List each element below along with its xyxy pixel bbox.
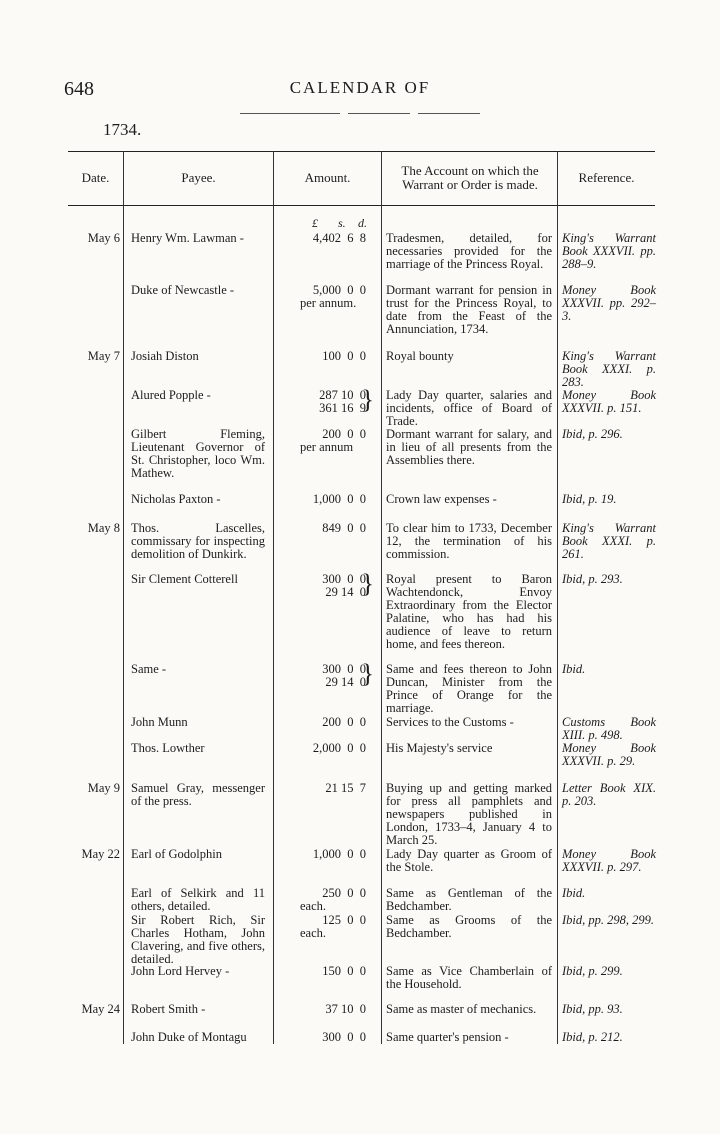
row-account: Same as Gentleman of the Bedchamber.	[386, 886, 552, 913]
row-payee: Sir Clement Cotterell	[131, 572, 238, 586]
amount-value: 21 15 7	[325, 781, 366, 795]
row-account: Crown law expenses -	[386, 492, 497, 506]
row-account: Same quarter's pension -	[386, 1030, 509, 1044]
amount-value: 1,000 0 0	[312, 492, 366, 506]
row-payee: Sir Robert Rich, Sir Charles Hotham, John Clavering, and five others, detailed.	[131, 913, 265, 966]
row-payee: Samuel Gray, messenger of the press.	[131, 781, 265, 808]
row-amount	[276, 716, 372, 729]
row-reference: Money Book XXXVII. p. 29.	[562, 741, 656, 768]
amount-value: 300 0 0	[322, 662, 366, 676]
row-payee: Nicholas Paxton -	[131, 492, 221, 506]
row-reference: Ibid, p. 293.	[562, 572, 623, 586]
column-header-payee: Payee.	[181, 169, 216, 185]
row-payee: Robert Smith -	[131, 1002, 206, 1016]
row-amount	[276, 659, 374, 689]
row-amount	[276, 742, 372, 755]
column-divider	[557, 151, 558, 1044]
row-account: His Majesty's service	[386, 741, 493, 755]
amount-value: 849 0 0	[322, 521, 366, 535]
pounds-unit: £	[312, 216, 318, 230]
row-reference: Ibid, p. 212.	[562, 1030, 623, 1044]
row-date: May 24	[81, 1002, 120, 1016]
column-divider	[273, 151, 274, 1044]
amount-value: 37 10 0	[325, 1002, 366, 1016]
row-payee: John Lord Hervey -	[131, 964, 230, 978]
column-divider	[123, 151, 124, 1044]
row-amount	[276, 232, 372, 245]
row-reference: Ibid, pp. 298, 299.	[562, 913, 655, 927]
row-reference: Ibid.	[562, 662, 586, 676]
row-payee: Thos. Lascelles, commissary for inspecting demolition of Dunkirk.	[131, 521, 265, 561]
row-amount	[276, 522, 372, 535]
amount-value: 5,000 0 0	[312, 283, 366, 297]
row-amount	[276, 914, 372, 940]
row-amount	[276, 887, 372, 913]
amount-value: 4,402 6 8	[312, 231, 366, 245]
row-amount	[276, 965, 372, 978]
row-account: Royal bounty	[386, 349, 454, 363]
row-amount	[276, 385, 374, 415]
column-header-account: The Account on which the Warrant or Order is made.	[401, 162, 539, 192]
amount-value: 250 0 0	[322, 886, 366, 900]
column-header-date: Date.	[81, 169, 110, 185]
row-payee: Thos. Lowther	[131, 741, 205, 755]
row-date: May 6	[87, 231, 120, 245]
amount-value: 300 0 0	[322, 572, 366, 586]
row-reference: Money Book XXXVII. p. 297.	[562, 847, 656, 874]
row-reference: Ibid, p. 19.	[562, 492, 617, 506]
amount-note: each.	[300, 926, 327, 940]
row-account: Lady Day quarter as Groom of the Stole.	[386, 847, 552, 874]
page-number: 648	[64, 78, 94, 100]
row-account: Royal present to Baron Wachtendonck, Envoy Extraordinary from the Elector Palatine, who has had his audience of leave to return home, and fees thereon.	[386, 572, 552, 651]
row-payee: Duke of Newcastle -	[131, 283, 235, 297]
row-reference: Ibid, p. 299.	[562, 964, 623, 978]
row-payee: Earl of Selkirk and 11 others, detailed.	[131, 886, 265, 913]
amount-value: 2,000 0 0	[312, 741, 366, 755]
row-date: May 22	[81, 847, 120, 861]
row-account: Dormant warrant for salary, and in lieu of all presents from the Assemblies there.	[386, 427, 552, 467]
row-payee: Earl of Godolphin	[131, 847, 222, 861]
row-reference: Ibid, pp. 93.	[562, 1002, 623, 1016]
row-amount	[276, 493, 372, 506]
row-amount	[276, 782, 372, 795]
row-amount	[276, 1003, 372, 1016]
row-payee: John Munn	[131, 715, 188, 729]
row-reference: King's Warrant Book XXXVII. pp. 288–9.	[562, 231, 656, 271]
row-amount	[276, 848, 372, 861]
amount-value: 1,000 0 0	[312, 847, 366, 861]
amount-value: 150 0 0	[322, 964, 366, 978]
row-account: Buying up and getting marked for press all pamphlets and newspapers published in London, 1733–4, January 4 to March 25.	[386, 781, 552, 847]
row-date: May 7	[87, 349, 120, 363]
amount-value: 287 10 0	[319, 388, 366, 402]
row-account: Tradesmen, detailed, for necessaries provided for the marriage of the Princess Royal.	[386, 231, 552, 271]
amount-value: 300 0 0	[322, 1030, 366, 1044]
row-amount	[276, 350, 372, 363]
row-reference: King's Warrant Book XXXI. p. 261.	[562, 521, 656, 561]
head-rule	[418, 113, 480, 114]
row-payee: Alured Popple -	[131, 388, 211, 402]
row-payee: Same -	[131, 662, 167, 676]
row-date: May 9	[87, 781, 120, 795]
amount-value: 200 0 0	[322, 427, 366, 441]
column-divider	[381, 151, 382, 1044]
amount-value: 200 0 0	[322, 715, 366, 729]
amount-note: per annum.	[300, 296, 357, 310]
shillings-unit: s.	[338, 216, 346, 230]
row-reference: Customs Book XIII. p. 498.	[562, 715, 656, 742]
amount-note: per annum	[300, 440, 354, 454]
row-account: Dormant warrant for pension in trust for the Princess Royal, to date from the Feast of the Annunciation, 1734.	[386, 283, 552, 336]
row-payee: Gilbert Fleming, Lieutenant Governor of St. Christopher, loco Wm. Mathew.	[131, 427, 265, 480]
table-header-rule	[68, 205, 655, 206]
row-reference: Money Book XXXVII. p. 151.	[562, 388, 656, 415]
head-rule	[240, 113, 340, 114]
row-payee: John Duke of Montagu	[131, 1030, 247, 1044]
row-reference: Ibid, p. 296.	[562, 427, 623, 441]
running-head: CALENDAR OF	[289, 78, 431, 97]
amount-brace: }	[361, 385, 374, 414]
amount-brace: }	[361, 659, 374, 688]
row-payee: Henry Wm. Lawman -	[131, 231, 244, 245]
row-account: Same as master of mechanics.	[386, 1002, 537, 1016]
amount-value: 100 0 0	[322, 349, 366, 363]
row-account: Same as Grooms of the Bedchamber.	[386, 913, 552, 940]
head-rule	[348, 113, 410, 114]
row-reference: King's Warrant Book XXXI. p. 283.	[562, 349, 656, 389]
row-account: Services to the Customs -	[386, 715, 514, 729]
row-amount	[276, 284, 372, 310]
row-payee: Josiah Diston	[131, 349, 199, 363]
pence-unit: d.	[358, 216, 367, 230]
row-account: To clear him to 1733, December 12, the termination of his commission.	[386, 521, 552, 561]
amount-value: 361 16 9	[319, 401, 366, 415]
row-amount	[276, 569, 374, 599]
column-header-reference: Reference.	[578, 169, 635, 185]
row-reference: Ibid.	[562, 886, 586, 900]
row-date: May 8	[87, 521, 120, 535]
row-account: Lady Day quarter, salaries and incidents, office of Board of Trade.	[386, 388, 552, 428]
amount-value: 29 14 0	[325, 585, 366, 599]
amount-brace: }	[361, 569, 374, 598]
amount-note: each.	[300, 899, 327, 913]
amount-value: 125 0 0	[322, 913, 366, 927]
row-account: Same as Vice Chamberlain of the Household.	[386, 964, 552, 991]
year-heading: 1734.	[103, 120, 142, 139]
row-amount	[276, 428, 372, 454]
amount-value: 29 14 0	[325, 675, 366, 689]
column-header-amount: Amount.	[304, 169, 351, 185]
row-account: Same and fees thereon to John Duncan, Minister from the Prince of Orange for the marriage.	[386, 662, 552, 715]
row-amount	[276, 1031, 372, 1044]
row-reference: Letter Book XIX. p. 203.	[562, 781, 656, 808]
row-reference: Money Book XXXVII. pp. 292–3.	[562, 283, 656, 323]
